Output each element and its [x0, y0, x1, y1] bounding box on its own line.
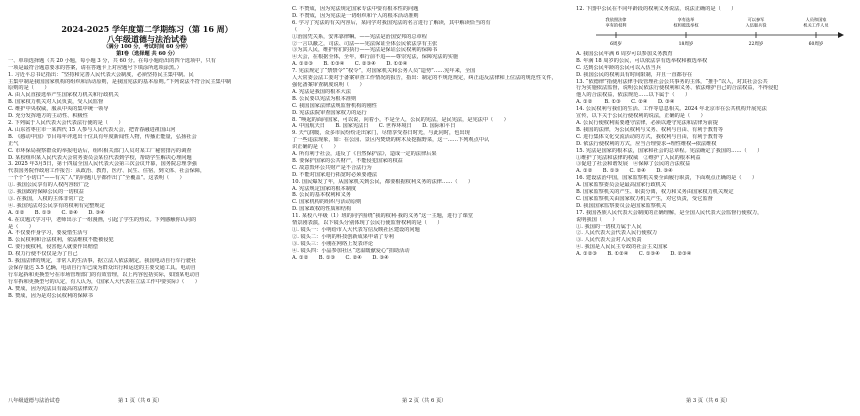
text-line: C. 达到公民年龄的公民可以入伍当兵	[576, 64, 661, 71]
text-line: 原则的是（ ）	[8, 85, 50, 92]
text-line: 他人的合法权益，依法规范……以下属于（ ）	[576, 92, 691, 99]
text-line: B. 公民权利和合法权利，依法维权不能被侵犯	[8, 237, 114, 244]
score-info: （满分 100 分，考试时间 60 分钟）	[103, 44, 191, 50]
text-line: （ ）	[292, 26, 313, 33]
question-list	[576, 6, 854, 13]
part-one-heading: 第Ⅰ卷（选择题 共 60 分）	[116, 50, 178, 57]
text-line: C. 要行使权利，侵害他人就要作出赔偿	[8, 244, 99, 251]
timeline-event-label: 享有选举	[677, 16, 695, 22]
text-line: A. 宪法是我国的根本大法	[292, 88, 351, 95]
timeline-age-label: 6周岁	[610, 41, 622, 47]
text-line: 一、单项选择题（共 20 小题，每小题 3 分，共 60 分。在每小题给出的四个选项中，只有	[8, 57, 216, 64]
text-line: 17. 我国各族人民代表大会制度的正确理解，是全国人民代表大会监督行使权力，	[576, 209, 763, 216]
text-line: B. 国家监察机关的产生、职责分离，权力和义务由国家权力机关规定	[576, 189, 734, 196]
text-line: 9. 天气润暖，众多市民纷纷走出家门，尽情享受春日时光，与此同时，也出现	[292, 130, 470, 137]
text-line: A. 不仅要作身学习，要爱惜生活与	[8, 230, 88, 237]
text-line: 宣传，以下关于公民行使权利的说法，正确的是（ ）	[576, 113, 706, 120]
text-line: ④大会，在根据全体，全年，难行前不追——尊崇宪法，保障宪法的实施	[292, 54, 459, 61]
text-line: B. 公民的基本权利和义务	[292, 192, 351, 199]
text-line: A. 国家监察委员会是最高国家行政机关	[576, 182, 667, 189]
text-line: D. 不能对国家进行拓宽时必须要遵法	[292, 171, 378, 178]
text-line: 3. 2025 年3月5日，第十四届全国人民代表大会第三次会议开幕，国务院总理李强	[8, 161, 197, 168]
page-3-column	[576, 6, 854, 396]
text-line: D. 宪法法院审查国家权力的运行	[292, 109, 367, 116]
footer-page-3: 第 3 页（共 6 页）	[686, 398, 731, 404]
timeline-age-label: 18周岁	[678, 41, 694, 47]
text-line: ③为其人民，维护你们的执行——宪法是保证公民权利的保障书	[292, 47, 438, 54]
text-line: A. ①② B. ①③ C. ②④ D. ③④	[576, 168, 673, 175]
text-line: 行车拆和更换型号的认定，有人认为，《国家人大代表在立法工作中要实际》（ ）	[8, 278, 200, 285]
text-line: 14. 公民权利与我们的生活、工作等息息相关。2024 年北京市在公共机构开展宪法	[576, 106, 767, 113]
timeline-event-label: 可以参军	[747, 16, 765, 22]
text-line: D. 权力行使不仅仅是为了自己	[8, 251, 78, 258]
text-line: C. 国家监察机关由国家权力机关产生，对它负责，受它监督	[576, 195, 713, 202]
timeline-event-label: 人员和国家	[805, 16, 827, 22]
text-line: A. 中国航天日 B. 国家宪法日 C. 世界环境日 D. 国际和平日	[292, 123, 456, 130]
footer-page-1: 第 1 页（共 6 页）	[118, 398, 163, 404]
text-line: 正气	[8, 140, 19, 147]
text-line: 情景剧表演，以下镜头分别体现了公民行使监督权利的是（ ）	[292, 220, 443, 227]
text-line: D. 某校组织某人民代表大会常务委员会某位代表到学校，帮助学生解决心理问题	[8, 154, 192, 161]
text-line: 说明我国（ ）	[576, 216, 618, 223]
question-list	[8, 58, 286, 300]
text-line: C. 不赞成，因为宪法规定国家专法中要有根本性的问题	[292, 6, 419, 12]
text-line: ①. 我国的一切权力属于人民	[576, 223, 642, 230]
text-line: ④. 我国是人民民主专政的社会主义国家	[576, 244, 668, 251]
text-line: 主集中制是我国国家机构的组织和活动原则，是我国宪法的基本原则。”下列说法不符合民主集中制	[8, 78, 232, 85]
question-list	[292, 6, 570, 262]
text-line: D. 不赞成，因为宪法是一切组织和个人的根本活动准则	[292, 12, 419, 19]
text-line: A. 山东省枣庄市一某四代 15 人参与人民代表大会，把青春融进祖国山河	[8, 126, 176, 133]
text-line: 6. 学习了宪法的有关内容后，某同学对我国宪法的名言进行了解读，其中解读恰当的有	[292, 19, 491, 26]
text-line: B. 我国的法律，为公民权利与义务、权利与自由、有利于教育等	[576, 126, 724, 133]
text-line: 识正确的是（ ）	[292, 144, 339, 151]
text-line: 1. 习近平总书记指出：“坚持和完善人民代表大会制度，必须坚持民主集中制。民	[8, 71, 194, 78]
text-line: A. 赞成，因为宪法具有最高的法律效力	[8, 285, 99, 292]
text-line: 8. “唤起的面向国家，可以说，向着小，不是全人，公民的宪法，是民宪法，是宪法中（ ）	[292, 116, 509, 123]
text-line: ②. 镜头二：小明的科技创新成果申请了专利	[292, 233, 394, 240]
text-line: 16. 建设法治中国，国家监察机关要全面履行职责，下面观点正确的是（ ）	[576, 175, 758, 182]
exam-subtitle: 八年级道德与法治试卷	[107, 34, 187, 44]
text-line: C. 我国国家法律法规监督机构的刚性	[292, 102, 377, 109]
age-timeline-figure	[576, 15, 854, 49]
text-line: A. 宪法规定国家的根本制度	[292, 185, 357, 192]
page-1-column	[8, 6, 286, 396]
text-line: ③. 镜头三：小刚在网络上发表评论	[292, 240, 374, 247]
timeline-event-label: 享有的权利	[605, 22, 627, 28]
text-line: C. 进行集体文化交流活动的方式，我权利与自由，有利于教育等	[576, 133, 724, 140]
timeline-age-label: 22周岁	[748, 41, 764, 47]
text-line: D. 我国公民的权利具有时间限制，并且一直都存在	[576, 71, 693, 78]
text-line: 11. 某校八年级（1）班的同学围绕“我的权利·我的义务”这一主题，进行了课堂	[292, 213, 473, 220]
text-line: 强化备案审查制度说明（ ）	[292, 81, 365, 88]
timeline-graphic	[576, 15, 854, 49]
text-line: 13. “依德律”指使用法律手段管理社会公共事务的主体，“推手”以人，对其社会公共	[576, 78, 768, 85]
footer-page-2: 第 2 页（共 6 页）	[402, 398, 447, 404]
exam-title: 2024-2025 学年度第二学期练习（第 16 周）	[61, 24, 233, 34]
text-line: 了一些违法现象，如：在公园、景区内焚烧的树木及挖掘野菜，这一……下列观点中认	[292, 137, 490, 144]
text-line: D. 我国国家监察委员会是国家监察机关	[576, 202, 667, 209]
text-line: D. 充分发挥地方的主动性、积极性	[8, 113, 88, 120]
text-line: 12. 下图中公民在不同年龄段的权利义务说法，说法正确的是（ ）	[576, 6, 737, 12]
footer-left: 八年级道德与法治试卷	[8, 398, 60, 404]
timeline-age-label: 60周岁	[808, 41, 824, 47]
text-line: 行车起拆和更换型号在市场管理部门的有效管理，以上内容包括实际，如图某电动自	[8, 271, 200, 278]
text-line: A. ①② B. ①③ C. ②④ D. ③④	[292, 254, 389, 261]
text-line: ④. 我国宪法对公民享有的权利有完整规定	[8, 202, 105, 209]
text-line: A. 我国公民年满 6 周岁可以参加义务教育	[576, 50, 673, 57]
timeline-event-label: 我依照法律	[605, 16, 627, 22]
text-line: ①维护了宪法和法律的权威 ②维护了人民的根本利益	[576, 154, 701, 161]
text-line: A. ①②③ B. ①③④ C. ②③④ D. ①②④	[292, 61, 408, 68]
text-line: C. 维护中央权威，服从中央的集中统一领导	[8, 106, 109, 113]
text-line: 一个个“小切口”——有关“人”的问题几乎都作出了“全覆盖”。这表明（ ）	[8, 175, 185, 182]
text-line: 4. 在议题式学习中，老师出示了一组漫画，引起了学生的热议。下列感触你认同的	[8, 216, 197, 223]
text-line: C. 市环保局视察群众的举报电话后，组织相关部门人员对某工厂秘密排污的调查	[8, 147, 192, 154]
text-line: ①. 镜头一：小明给市人大代表写信反映社区建设的问题	[292, 227, 420, 233]
text-line: C. 国家机构的组织与活动原则	[292, 199, 362, 206]
text-line: ②一言以蔽之，司法、司法——宪法保证全体公民依法享有主张	[292, 40, 438, 47]
page-2-column	[292, 6, 570, 396]
text-line: A. 所有利于社会，违反了《自然保护法》，造成一定的法律后果	[292, 151, 437, 158]
text-line: C. 故意毁坏公共财产是不合法行为	[292, 164, 372, 171]
text-line: 2. 下列属于人民代表大会代表法行使的是（ ）	[8, 119, 124, 126]
text-line: B. 年满 18 周岁的公民，可以依法享有选举权和被选举权	[576, 57, 708, 64]
text-line: B. 公民要以宪法为根本准则	[292, 95, 357, 102]
text-line: 会保存量达 3.5 亿辆，电动自行车已成为群众出行和运送的主要交通工具。电动自	[8, 265, 196, 271]
question-list	[576, 51, 854, 258]
text-line: 5. 我国法律的规定，非常人的生活事，据立法人依法制定。我国电动自行车行驶社	[8, 258, 197, 265]
text-line: 行为实施依法监督，说明公民依法行使权利和义务、依法维护自己的合法权益，不得侵犯	[576, 85, 779, 92]
text-line: ③. 在我国，人权的主体非常广泛	[8, 195, 84, 202]
text-line: 一项是最符合题意要求的答案，请在答题卡上对应题号下填涂所选项涂黑。）	[8, 64, 182, 71]
text-line: D. 国家政权的性质和结构	[292, 206, 352, 213]
text-line: B. 赞成，因为是对公民权利的保障书	[8, 292, 93, 299]
text-line: A. ①② B. ①③ C. ②④ D. ③④	[576, 99, 675, 106]
text-line: A. ①②③ B. ①②④ C. ①③④ D. ②③④	[576, 251, 692, 258]
text-line: 人大常委会法工委对于备案审查工作情况的报告，指出：制定的不规范规定，纠正违反法律和上位法的规范性文件，	[292, 75, 557, 82]
text-line: ③促进了社会和谐发展 ④保障了公民的合法权益	[576, 161, 691, 168]
text-line: ①治国凭关系，安邦靠律嘛。——宪法是治国安邦的总章程	[292, 33, 427, 40]
text-line: 10. 国民爆发了年，从国家机关到公民，都要根据权利义务的法律……（ ）	[292, 178, 474, 185]
text-line: A. 由人民直接选举产生国家权力机关和行政机关	[8, 92, 119, 99]
text-line: B. 《感动中国》节目每年评选出十位具有年度新闻性人物，传播正能量，弘扬社会	[8, 133, 197, 140]
timeline-event-label: 入伍服兵役	[745, 22, 767, 28]
timeline-event-label: 机关工作人员	[803, 22, 829, 28]
text-line: 15. 宪法是国家的根本法，国家和社会的总章程。宪法确定了我国的……（ ）	[576, 147, 763, 154]
text-line: ②. 人民代表大会代表人民行使权力	[576, 230, 658, 237]
text-line: 代表国务院作政府工作报告：从政治、教育，医疗、民生、住宿，到文体、社会保障，	[8, 168, 206, 175]
text-line: A. 公民行使权利需要遵守法律，必须以遵守宪法和法律为前提	[576, 119, 718, 126]
text-line: 7. 宪法规定了“禁禁令”“权令”，对国家机关和公务人员“造势”……宪年来，全国	[292, 68, 476, 75]
text-line: ②. 我国政府保障公民的一切权益	[8, 189, 84, 196]
text-line: B. 国家权力机关对人民负责，受人民监督	[8, 99, 104, 106]
text-line: ④. 镜头四：小晶参加社区“送温暖献爱心”捐助活动	[292, 247, 410, 254]
text-line: A. ①② B. ①③ C. ②④ D. ③④	[8, 209, 105, 216]
text-line: ③. 人民代表大会对人民负责	[576, 237, 642, 244]
text-line: D. 依法行使权利的方式，应当合理要求→理性维权→依法维权	[576, 140, 717, 147]
text-line: 是（ ）	[8, 223, 34, 230]
text-line: ①. 我国公民享有的人权内容较广泛	[8, 182, 90, 189]
text-line: B. 要保护国家的公共财产，不能侵犯国家的权益	[292, 157, 403, 164]
timeline-event-label: 权和被选举权	[673, 22, 699, 28]
